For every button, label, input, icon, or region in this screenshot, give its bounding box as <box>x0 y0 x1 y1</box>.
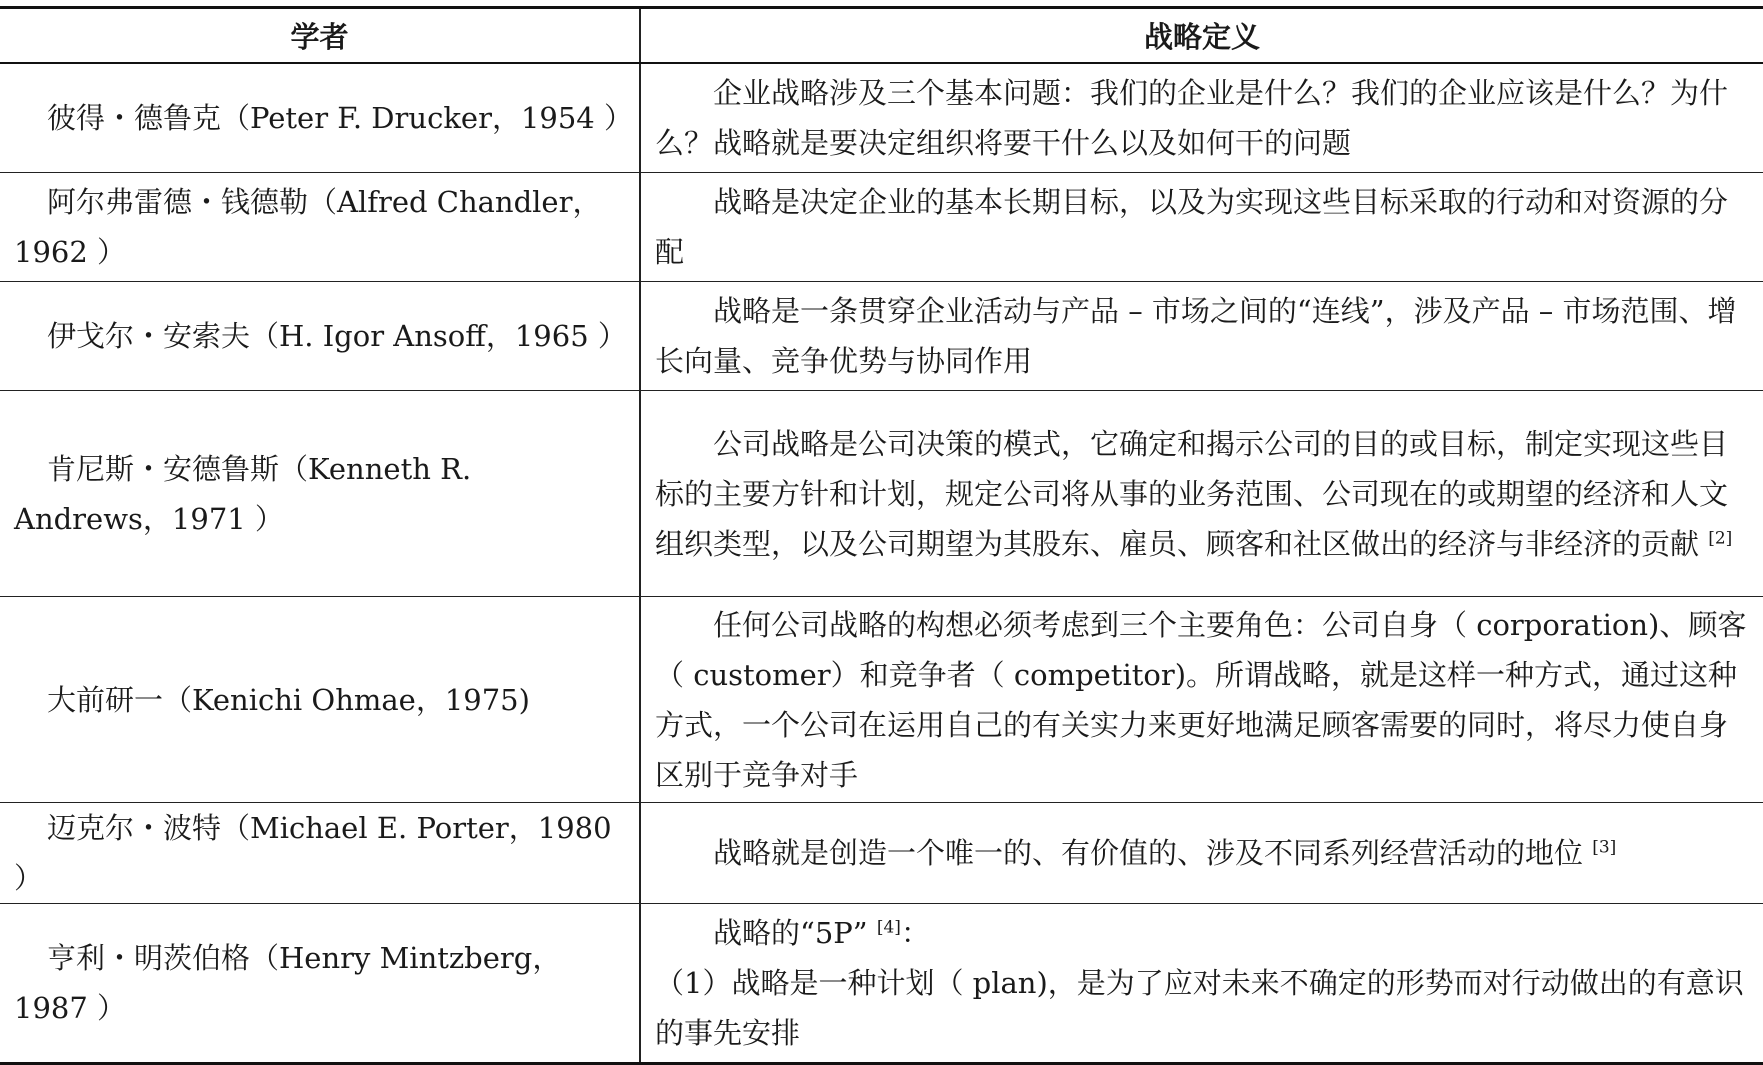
definition-cell <box>640 391 1763 597</box>
reference-mark: [2] <box>1708 527 1733 548</box>
definition-cell <box>640 173 1763 282</box>
scholar-cell: 大前研一（Kenichi Ohmae，1975) <box>0 597 640 803</box>
reference-mark: [3] <box>1592 837 1617 858</box>
definition-text: 战略是决定企业的基本长期目标，以及为实现这些目标采取的行动和对资源的分配 <box>655 185 1729 269</box>
definition-cell <box>640 803 1763 904</box>
scholar-cell: 阿尔弗雷德・钱德勒（Alfred Chandler，1962 ） <box>0 173 640 282</box>
scholar-cell: 肯尼斯・安德鲁斯（Kenneth R. Andrews，1971 ） <box>0 391 640 597</box>
scholar-cell: 亨利・明茨伯格（Henry Mintzberg，1987 ） <box>0 904 640 1064</box>
definition-intro-text: 战略的“5P” <box>713 916 868 950</box>
table-row <box>0 282 1763 391</box>
definition-paragraph <box>655 419 1755 569</box>
definition-item: （1）战略是一种计划（ plan)，是为了应对未来不确定的形势而对行动做出的有意识的事先安排 <box>655 966 1744 1050</box>
definition-cell <box>640 282 1763 391</box>
header-scholar: 学者 <box>0 8 640 64</box>
definition-text: 企业战略涉及三个基本问题：我们的企业是什么？我们的企业应该是什么？为什么？战略就是要决定组织将要干什么以及如何干的问题 <box>655 76 1729 160</box>
header-row <box>0 8 1763 64</box>
scholar-cell: 伊戈尔・安索夫（H. Igor Ansoff，1965 ） <box>0 282 640 391</box>
definition-text: 任何公司战略的构想必须考虑到三个主要角色：公司自身（ corporation)、顾客（ customer）和竞争者（ competitor)。所谓战略，就是这样一种方式，通过这种方式，一个公司在运用自己的有关实力来更好地满足顾客需要的同时，将尽力使自身区别于竞争对手 <box>655 607 1747 792</box>
definition-paragraph <box>655 828 1755 878</box>
definition-cell <box>640 63 1763 173</box>
table-header <box>0 8 1763 64</box>
definition-cell <box>640 597 1763 803</box>
table-row <box>0 904 1763 1064</box>
strategy-definitions-table <box>0 6 1763 1065</box>
table-row <box>0 391 1763 597</box>
definition-text: 战略就是创造一个唯一的、有价值的、涉及不同系列经营活动的地位 <box>713 836 1584 870</box>
table-row <box>0 63 1763 173</box>
table-body <box>0 63 1763 1064</box>
table-row <box>0 173 1763 282</box>
table-row <box>0 803 1763 904</box>
scholar-cell: 彼得・德鲁克（Peter F. Drucker，1954 ） <box>0 63 640 173</box>
definition-text: 公司战略是公司决策的模式，它确定和揭示公司的目的或目标，制定实现这些目标的主要方针和计划，规定公司将从事的业务范围、公司现在的或期望的经济和人文组织类型，以及公司期望为其股东、雇员、顾客和社区做出的经济与非经济的贡献 <box>655 426 1729 561</box>
header-definition: 战略定义 <box>640 8 1763 64</box>
scholar-cell: 迈克尔・波特（Michael E. Porter，1980 ） <box>0 803 640 904</box>
reference-mark: [4] <box>876 917 901 938</box>
definition-intro <box>655 908 1755 958</box>
definition-cell <box>640 904 1763 1064</box>
table-row <box>0 597 1763 803</box>
intro-colon: ： <box>900 916 930 950</box>
definition-text: 战略是一条贯穿企业活动与产品 – 市场之间的“连线”，涉及产品 – 市场范围、增长向量、竞争优势与协同作用 <box>655 294 1737 378</box>
